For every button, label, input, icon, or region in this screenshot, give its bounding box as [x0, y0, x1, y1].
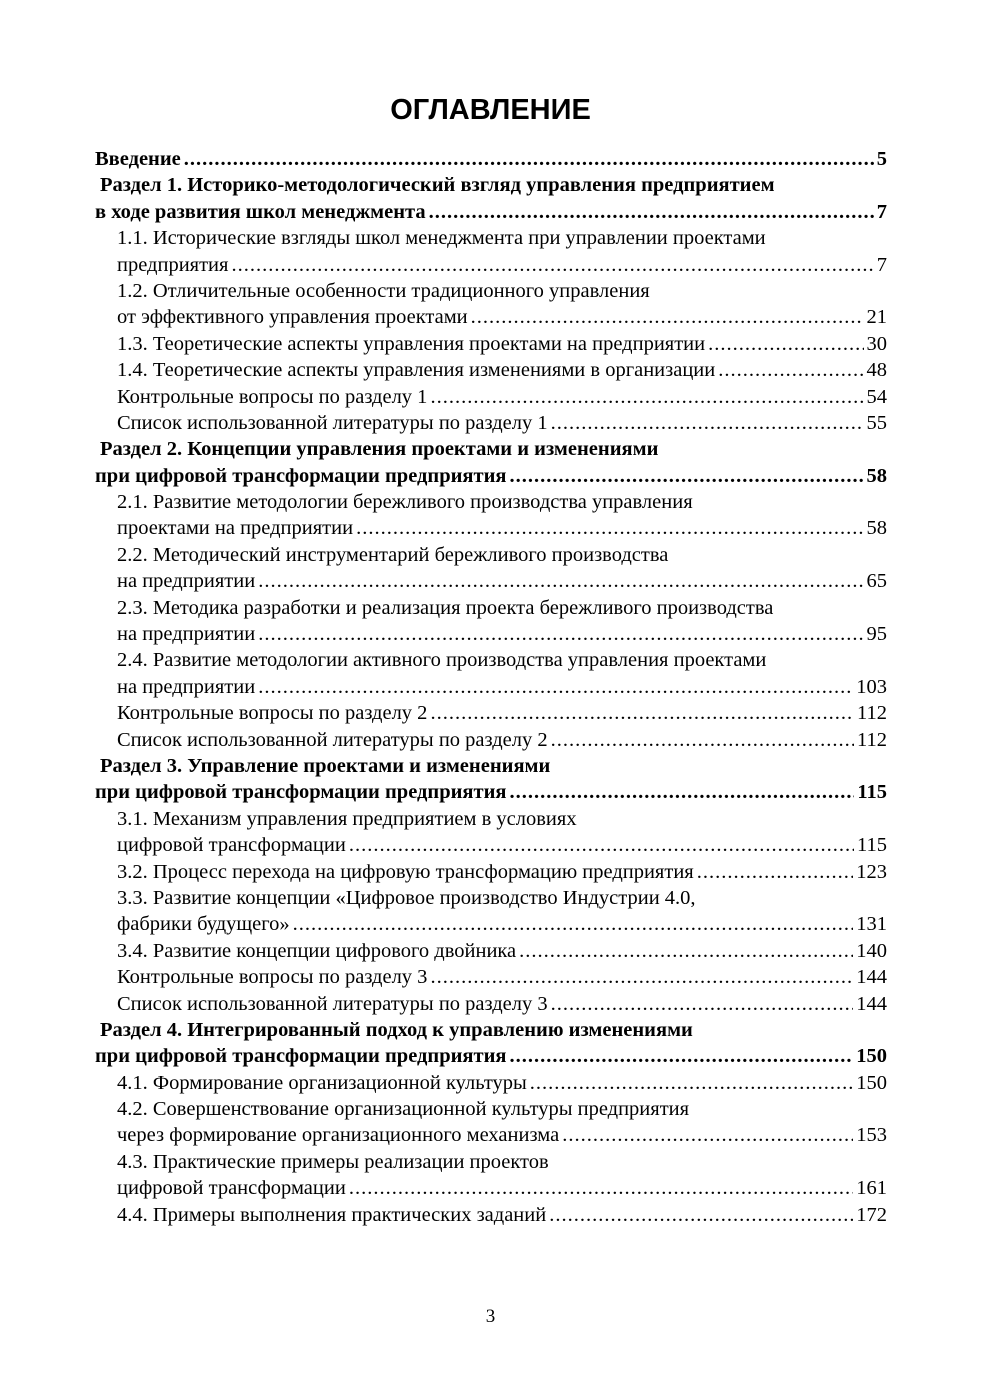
toc-entry-page: 150 — [856, 1045, 887, 1068]
toc-entry-page: 131 — [856, 913, 887, 936]
toc-entry-page: 58 — [866, 464, 887, 487]
toc-entry[interactable] — [95, 806, 887, 859]
dot-leader — [293, 911, 854, 937]
toc-entry-page: 150 — [856, 1071, 887, 1094]
toc-entry-page: 54 — [866, 385, 887, 408]
dot-leader — [429, 199, 874, 225]
toc-entry-page: 48 — [866, 359, 887, 382]
toc-entry-page: 112 — [857, 728, 887, 751]
toc-entry-title: 3.2. Процесс перехода на цифровую трансформацию предприятия — [117, 860, 694, 883]
toc-entry-title: Контрольные вопросы по разделу 3 — [117, 966, 428, 989]
dot-leader — [258, 621, 863, 647]
toc-entry-title: Введение — [95, 148, 181, 170]
toc-entry-title-line: 3.3. Развитие концепции «Цифровое производство Индустрии 4.0, — [117, 886, 696, 909]
toc-entry-title: цифровой трансформации — [117, 1177, 346, 1200]
toc-entry-page: 30 — [866, 332, 887, 355]
toc-entry-page: 5 — [876, 148, 887, 170]
toc-entry[interactable] — [95, 753, 887, 806]
toc-entry-title: при цифровой трансформации предприятия — [95, 1045, 507, 1068]
dot-leader — [562, 1122, 853, 1148]
toc-entry-page: 144 — [856, 966, 887, 989]
toc-entry[interactable] — [95, 410, 887, 436]
toc-entry-page: 153 — [856, 1124, 887, 1147]
toc-entry[interactable] — [95, 146, 887, 172]
toc-entry-title: Контрольные вопросы по разделу 1 — [117, 385, 428, 408]
toc-entry-title: при цифровой трансформации предприятия — [95, 781, 507, 804]
toc-entry[interactable] — [95, 331, 887, 357]
toc-entry-title: Контрольные вопросы по разделу 2 — [117, 702, 428, 725]
toc-entry-title: Список использованной литературы по разделу 1 — [117, 411, 548, 434]
dot-leader — [349, 1175, 853, 1201]
toc-entry-title: при цифровой трансформации предприятия — [95, 464, 507, 487]
dot-leader — [551, 991, 854, 1017]
toc-entry-title: цифровой трансформации — [117, 834, 346, 857]
toc-entry-title-line: 1.2. Отличительные особенности традиционного управления — [117, 279, 650, 302]
dot-leader — [356, 515, 863, 541]
toc-entry-title-line: 3.1. Механизм управления предприятием в условиях — [117, 807, 577, 830]
toc-entry-page: 123 — [856, 860, 887, 883]
dot-leader — [471, 304, 864, 330]
dot-leader — [549, 1202, 853, 1228]
toc-entry-title-line: Раздел 2. Концепции управления проектами и изменениями — [100, 438, 659, 461]
toc-entry-title-line: 4.2. Совершенствование организационной культуры предприятия — [117, 1098, 690, 1121]
toc-entry-page: 95 — [866, 623, 887, 646]
toc-entry[interactable] — [95, 700, 887, 726]
dot-leader — [551, 410, 864, 436]
toc-entry-title: на предприятии — [117, 570, 256, 593]
dot-leader — [708, 331, 863, 357]
dot-leader — [430, 700, 854, 726]
dot-leader — [430, 964, 853, 990]
toc-entry[interactable] — [95, 384, 887, 410]
toc-entry[interactable] — [95, 859, 887, 885]
dot-leader — [718, 357, 863, 383]
toc-entry-page: 172 — [856, 1203, 887, 1226]
toc-entry-title: 4.4. Примеры выполнения практических заданий — [117, 1203, 547, 1226]
toc-entry-title: проектами на предприятии — [117, 517, 354, 540]
toc-entry[interactable] — [95, 885, 887, 938]
toc-entry-page: 140 — [856, 939, 887, 962]
toc-entry-title-line: Раздел 1. Историко-методологический взгляд управления предприятием — [100, 174, 775, 197]
dot-leader — [231, 252, 873, 278]
toc-entry-title: Список использованной литературы по разделу 2 — [117, 728, 548, 751]
toc-entry-title: фабрики будущего» — [117, 913, 290, 936]
toc-entry-title: на предприятии — [117, 675, 256, 698]
toc-entry[interactable] — [95, 1149, 887, 1202]
toc-entry-title: 4.1. Формирование организационной культуры — [117, 1071, 527, 1094]
dot-leader — [551, 727, 854, 753]
toc-entry-page: 7 — [876, 253, 887, 276]
toc-entry-page: 112 — [857, 702, 887, 725]
dot-leader — [349, 832, 854, 858]
dot-leader — [258, 674, 853, 700]
toc-entry-title: через формирование организационного механизма — [117, 1124, 560, 1147]
toc-entry-title: 3.4. Развитие концепции цифрового двойника — [117, 939, 517, 962]
toc-entry-title: Список использованной литературы по разделу 3 — [117, 992, 548, 1015]
toc-entry-page: 161 — [856, 1177, 887, 1200]
toc-entry-title-line: 2.4. Развитие методологии активного производства управления проектами — [117, 649, 767, 672]
toc-entry-title: 1.3. Теоретические аспекты управления проектами на предприятии — [117, 332, 706, 355]
toc-entry-page: 7 — [876, 200, 887, 223]
toc-entry-title: от эффективного управления проектами — [117, 306, 468, 329]
toc-entry[interactable] — [95, 1070, 887, 1096]
toc-entry[interactable] — [95, 1096, 887, 1149]
toc-entry-title-line: Раздел 3. Управление проектами и изменениями — [100, 754, 551, 777]
toc-entry-page: 115 — [857, 781, 887, 804]
toc-entry[interactable] — [95, 172, 887, 225]
toc-entry[interactable] — [95, 225, 887, 278]
dot-leader — [509, 1043, 853, 1069]
toc-entry[interactable] — [95, 542, 887, 595]
toc-entry[interactable] — [95, 991, 887, 1017]
dot-leader — [530, 1070, 853, 1096]
page-title: ОГЛАВЛЕНИЕ — [390, 94, 591, 126]
dot-leader — [430, 384, 863, 410]
toc-entry-page: 21 — [866, 306, 887, 329]
toc-entry-title-line: 2.1. Развитие методологии бережливого производства управления — [117, 491, 693, 514]
dot-leader — [519, 938, 853, 964]
dot-leader — [509, 779, 854, 805]
toc-entry-title-line: 1.1. Исторические взгляды школ менеджмента при управлении проектами — [117, 227, 766, 250]
toc-entry-page: 55 — [866, 411, 887, 434]
dot-leader — [697, 859, 854, 885]
toc-entry[interactable] — [95, 964, 887, 990]
toc-entry[interactable] — [95, 1017, 887, 1070]
toc-entry-title-line: 4.3. Практические примеры реализации проектов — [117, 1150, 549, 1173]
toc-entry[interactable] — [95, 647, 887, 700]
toc-entry[interactable] — [95, 595, 887, 648]
toc-entry-title-line: 2.2. Методический инструментарий бережливого производства — [117, 543, 669, 566]
toc-entry-title: на предприятии — [117, 623, 256, 646]
toc-entry[interactable] — [95, 436, 887, 489]
toc-entry[interactable] — [95, 278, 887, 331]
toc-entry-page: 65 — [866, 570, 887, 593]
toc-entry-title: в ходе развития школ менеджмента — [95, 200, 426, 223]
page-number: 3 — [485, 1306, 496, 1327]
toc-entry[interactable] — [95, 938, 887, 964]
toc-entry-title: 1.4. Теоретические аспекты управления изменениями в организации — [117, 359, 716, 382]
toc-entry-page: 144 — [856, 992, 887, 1015]
toc-entry-page: 103 — [856, 675, 887, 698]
toc-entry-title: предприятия — [117, 253, 229, 276]
toc-entry-title-line: 2.3. Методика разработки и реализация проекта бережливого производства — [117, 596, 774, 619]
toc-entry[interactable] — [95, 727, 887, 753]
toc-entry-page: 115 — [857, 834, 887, 857]
toc-entry[interactable] — [95, 357, 887, 383]
toc-entry-title-line: Раздел 4. Интегрированный подход к управлению изменениями — [100, 1018, 693, 1041]
toc-entry[interactable] — [95, 1202, 887, 1228]
toc-entry-page: 58 — [866, 517, 887, 540]
toc-entry[interactable] — [95, 489, 887, 542]
dot-leader — [258, 568, 863, 594]
dot-leader — [184, 146, 874, 172]
table-of-contents — [95, 146, 887, 1228]
dot-leader — [509, 463, 863, 489]
